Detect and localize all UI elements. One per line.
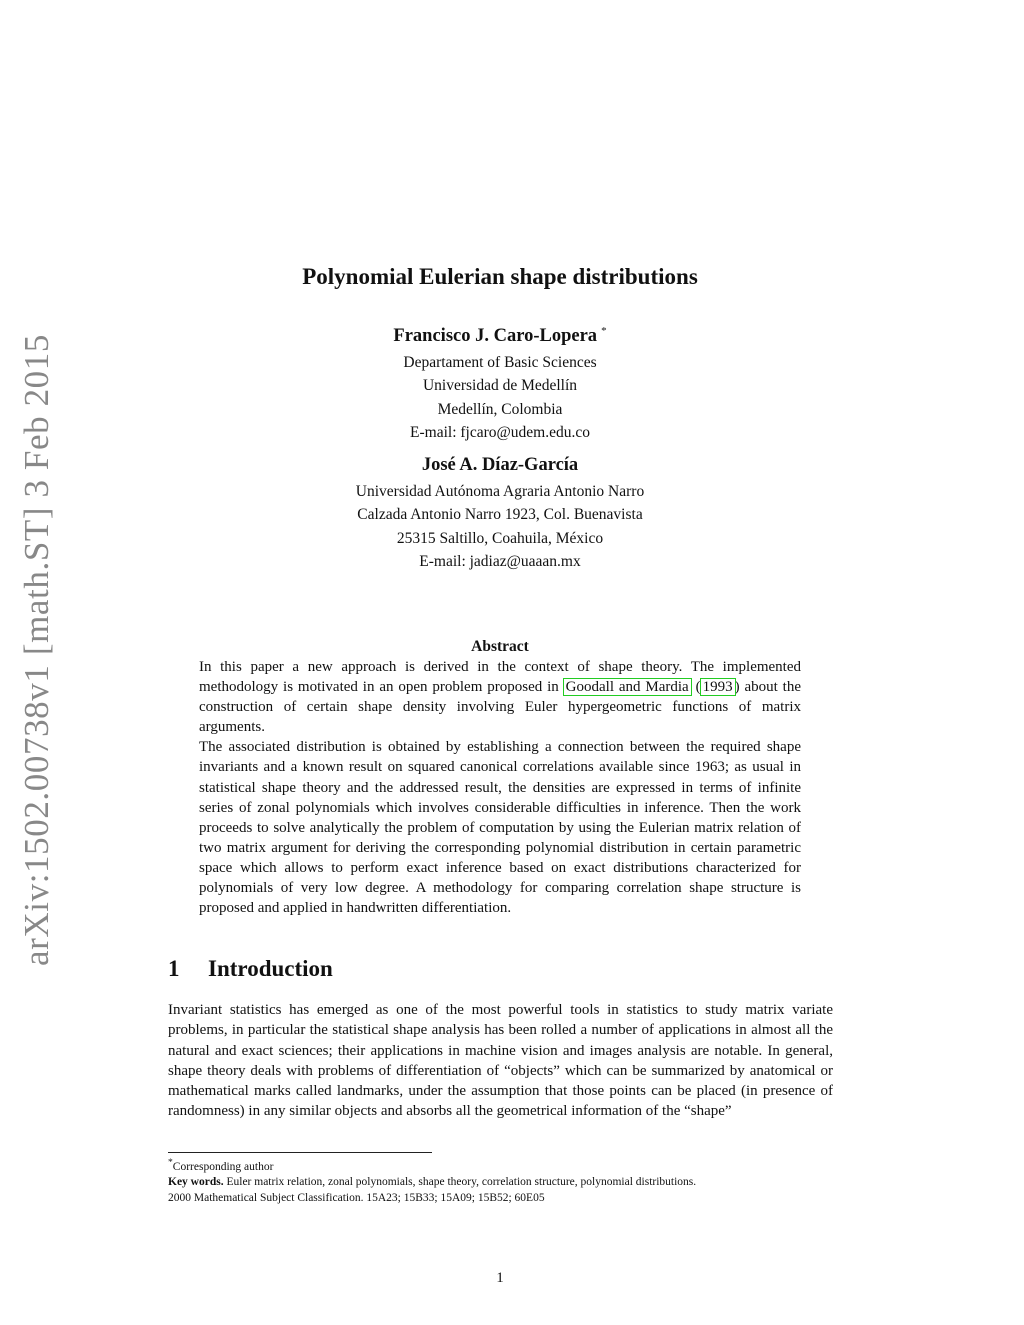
section-heading xyxy=(168,956,333,982)
keywords-footnote: Key words. Euler matrix relation, zonal polynomials, shape theory, correlation structure, polynomial distributions. xyxy=(168,1176,697,1189)
citation-year-link[interactable]: 1993 xyxy=(702,679,733,696)
arxiv-identifier-text: arXiv:1502.00738v1 [math.ST] 3 Feb 2015 xyxy=(17,334,57,966)
author-email: E-mail: fjcaro@udem.edu.co xyxy=(410,424,590,442)
section-number: 1 xyxy=(168,956,180,981)
abstract-paragraph: The associated distribution is obtained by establishing a connection between the required shape invariants and a known result on squared canonical correlations available since 1963; as usual in statistical shape theory and the addressed result, the densities are expressed in terms of infinite series of zonal polynomials which involves considerable difficulties in inference. Then the work proceeds to solve analytically the problem of computation by using the Eulerian matrix relation of two matrix argument for deriving the corresponding polynomial distribution in certain parametric space which allows to perform exact inference based on exact distributions characterized for polynomials of very low degree. A methodology for comparing correlation shape structure is proposed and applied in handwritten differentiation. xyxy=(199,739,801,917)
author-name: Francisco J. Caro-Lopera * xyxy=(393,325,607,347)
author-name: José A. Díaz-García xyxy=(421,455,579,475)
citation-link[interactable]: Goodall and Mardia xyxy=(565,679,689,696)
footnote-marker[interactable]: * xyxy=(601,325,607,337)
section-title: Introduction xyxy=(208,956,333,981)
author-affiliation-line: Universidad Autónoma Agraria Antonio Narro xyxy=(355,483,645,500)
author-block-1 xyxy=(0,318,1000,444)
msc-footnote: 2000 Mathematical Subject Classification. 15A23; 15B33; 15A09; 15B52; 60E05 xyxy=(168,1191,545,1204)
footnote-divider xyxy=(168,1152,432,1153)
author-affiliation-line: Departament of Basic Sciences xyxy=(403,354,597,372)
author-affiliation-line: 25315 Saltillo, Coahuila, México xyxy=(396,529,604,547)
author-email: E-mail: jadiaz@uaaan.mx xyxy=(419,552,581,570)
abstract-body xyxy=(199,657,801,918)
abstract-heading: Abstract xyxy=(471,638,529,655)
introduction-paragraph: Invariant statistics has emerged as one of the most powerful tools in statistics to study matrix variate problems, in particular the statistical shape analysis has been rolled a number of applications in almost all the natural and exact sciences; their applications in machine vision and images analysis are notable. In general, shape theory deals with problems of differentiation of “objects” which can be summarized by anatomical or mathematical marks called landmarks, under the assumption that those points can be placed (in presence of randomness) in any similar objects and absorbs all the geometrical information of the “shape” xyxy=(168,1002,833,1120)
author-affiliation-line: Calzada Antonio Narro 1923, Col. Buenavista xyxy=(357,506,643,524)
abstract-paragraph: In this paper a new approach is derived in the context of shape theory. The implemented methodology is motivated in an open problem proposed in Goodall and Mardia ( 1993 ) about the construction of certain shape density involving Euler hypergeometric functions of matrix arguments. xyxy=(199,659,801,736)
page-number: 1 xyxy=(496,1270,504,1286)
paper-title: Polynomial Eulerian shape distributions xyxy=(302,264,698,289)
corresponding-author-footnote: *Corresponding author xyxy=(168,1157,274,1173)
footnotes xyxy=(168,1155,833,1206)
author-affiliation-line: Universidad de Medellín xyxy=(422,377,578,395)
author-affiliation-line: Medellín, Colombia xyxy=(437,400,563,418)
author-block-2 xyxy=(0,452,1000,573)
